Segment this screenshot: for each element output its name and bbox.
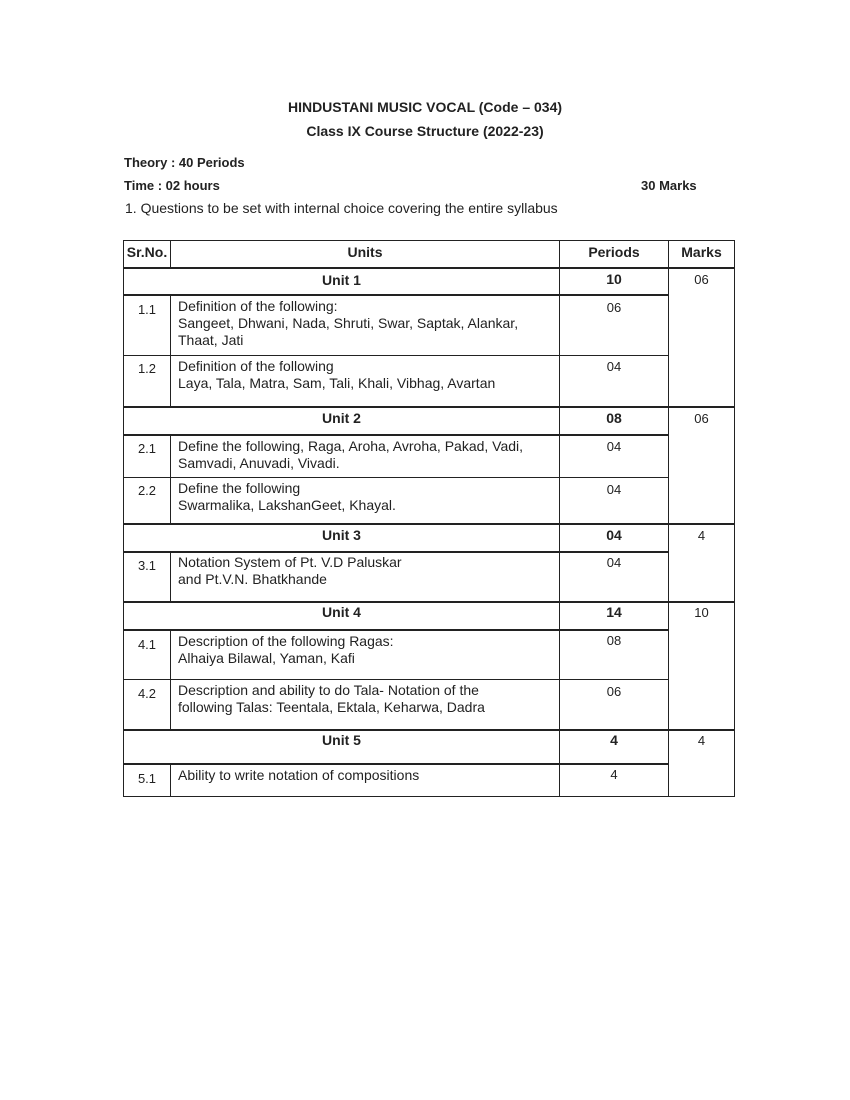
unit-marks: 10 [694, 605, 709, 620]
item-periods: 06 [606, 684, 622, 699]
col-line [170, 296, 171, 408]
unit-separator [123, 601, 735, 603]
description-line: following Talas: Teentala, Ektala, Keharwa, Dadra [178, 699, 485, 715]
total-marks: 30 Marks [641, 178, 697, 193]
col-line [668, 269, 669, 408]
row-line [123, 629, 668, 631]
unit-marks: 06 [694, 411, 709, 426]
unit-marks: 4 [697, 528, 706, 543]
description-line: Laya, Tala, Matra, Sam, Tali, Khali, Vibhag, Avartan [178, 375, 496, 391]
time-duration: Time : 02 hours [124, 178, 220, 193]
row-line [123, 551, 668, 553]
unit-periods: 04 [606, 527, 622, 543]
col-line [170, 631, 171, 730]
item-description [178, 767, 558, 784]
item-srno: 2.2 [137, 483, 157, 498]
unit-separator [123, 523, 735, 525]
unit-periods: 4 [610, 732, 618, 748]
item-srno: 3.1 [137, 558, 157, 573]
page-title: HINDUSTANI MUSIC VOCAL (Code – 034) [287, 99, 563, 115]
unit-marks: 06 [694, 272, 709, 287]
item-srno: 4.1 [137, 637, 157, 652]
col-line [559, 269, 560, 408]
item-srno: 1.2 [137, 361, 157, 376]
item-srno: 4.2 [137, 686, 157, 701]
description-line: Ability to write notation of compositions [178, 767, 420, 783]
header-units: Units [347, 244, 383, 260]
item-srno: 1.1 [137, 302, 157, 317]
unit-marks: 4 [697, 733, 706, 748]
unit-separator [123, 406, 735, 408]
unit-periods: 10 [606, 271, 622, 287]
header-marks: Marks [681, 244, 722, 260]
item-periods: 04 [606, 359, 622, 374]
unit-periods: 08 [606, 410, 622, 426]
row-line [123, 477, 668, 478]
item-description [178, 438, 558, 472]
description-line: Description and ability to do Tala- Notation of the [178, 682, 479, 698]
description-line: Define the following, Raga, Aroha, Avroha, Pakad, Vadi, [178, 438, 524, 454]
item-periods: 04 [606, 555, 622, 570]
unit-periods: 14 [606, 604, 622, 620]
unit-separator [123, 729, 735, 731]
col-line [170, 436, 171, 524]
item-srno: 5.1 [137, 771, 157, 786]
description-line: Description of the following Ragas: [178, 633, 394, 649]
description-line: Samvadi, Anuvadi, Vivadi. [178, 455, 340, 471]
unit-title: Unit 1 [322, 272, 361, 288]
row-line [123, 679, 668, 680]
row-line [123, 763, 668, 765]
row-line [123, 434, 668, 436]
header-periods: Periods [588, 244, 640, 260]
unit-title: Unit 5 [322, 732, 361, 748]
description-line: Definition of the following [178, 358, 334, 374]
item-description [178, 298, 558, 349]
item-description [178, 554, 558, 588]
col-line [559, 603, 560, 730]
item-periods: 04 [606, 482, 622, 497]
table-border-left [123, 240, 124, 797]
item-description [178, 358, 558, 392]
unit-title: Unit 4 [322, 604, 361, 620]
table-border-bottom [123, 796, 735, 797]
unit-title: Unit 3 [322, 527, 361, 543]
col-line [170, 765, 171, 797]
description-line: Swarmalika, LakshanGeet, Khayal. [178, 497, 396, 513]
row-line [123, 294, 668, 296]
row-line [123, 355, 668, 356]
col-line [668, 603, 669, 730]
header-bottom-line [123, 267, 735, 269]
item-periods: 06 [606, 300, 622, 315]
item-periods: 4 [610, 767, 618, 782]
unit-title: Unit 2 [322, 410, 361, 426]
description-line: Alhaiya Bilawal, Yaman, Kafi [178, 650, 355, 666]
item-periods: 08 [606, 633, 622, 648]
table-border-top [123, 240, 735, 241]
col-line [170, 553, 171, 602]
table-border-right [734, 240, 735, 797]
description-line: Define the following [178, 480, 301, 496]
description-line: Thaat, Jati [178, 332, 244, 348]
description-line: Sangeet, Dhwani, Nada, Shruti, Swar, Saptak, Alankar, [178, 315, 519, 331]
description-line: Definition of the following: [178, 298, 338, 314]
item-description [178, 480, 558, 514]
header-srno: Sr.No. [126, 244, 168, 260]
item-description [178, 682, 558, 716]
description-line: Notation System of Pt. V.D Paluskar [178, 554, 402, 570]
item-srno: 2.1 [137, 441, 157, 456]
item-description [178, 633, 558, 667]
description-line: and Pt.V.N. Bhatkhande [178, 571, 327, 587]
page-subtitle: Class IX Course Structure (2022-23) [306, 123, 544, 139]
item-periods: 04 [606, 439, 622, 454]
theory-periods: Theory : 40 Periods [124, 155, 245, 170]
instruction-note: 1. Questions to be set with internal choice covering the entire syllabus [125, 200, 558, 216]
